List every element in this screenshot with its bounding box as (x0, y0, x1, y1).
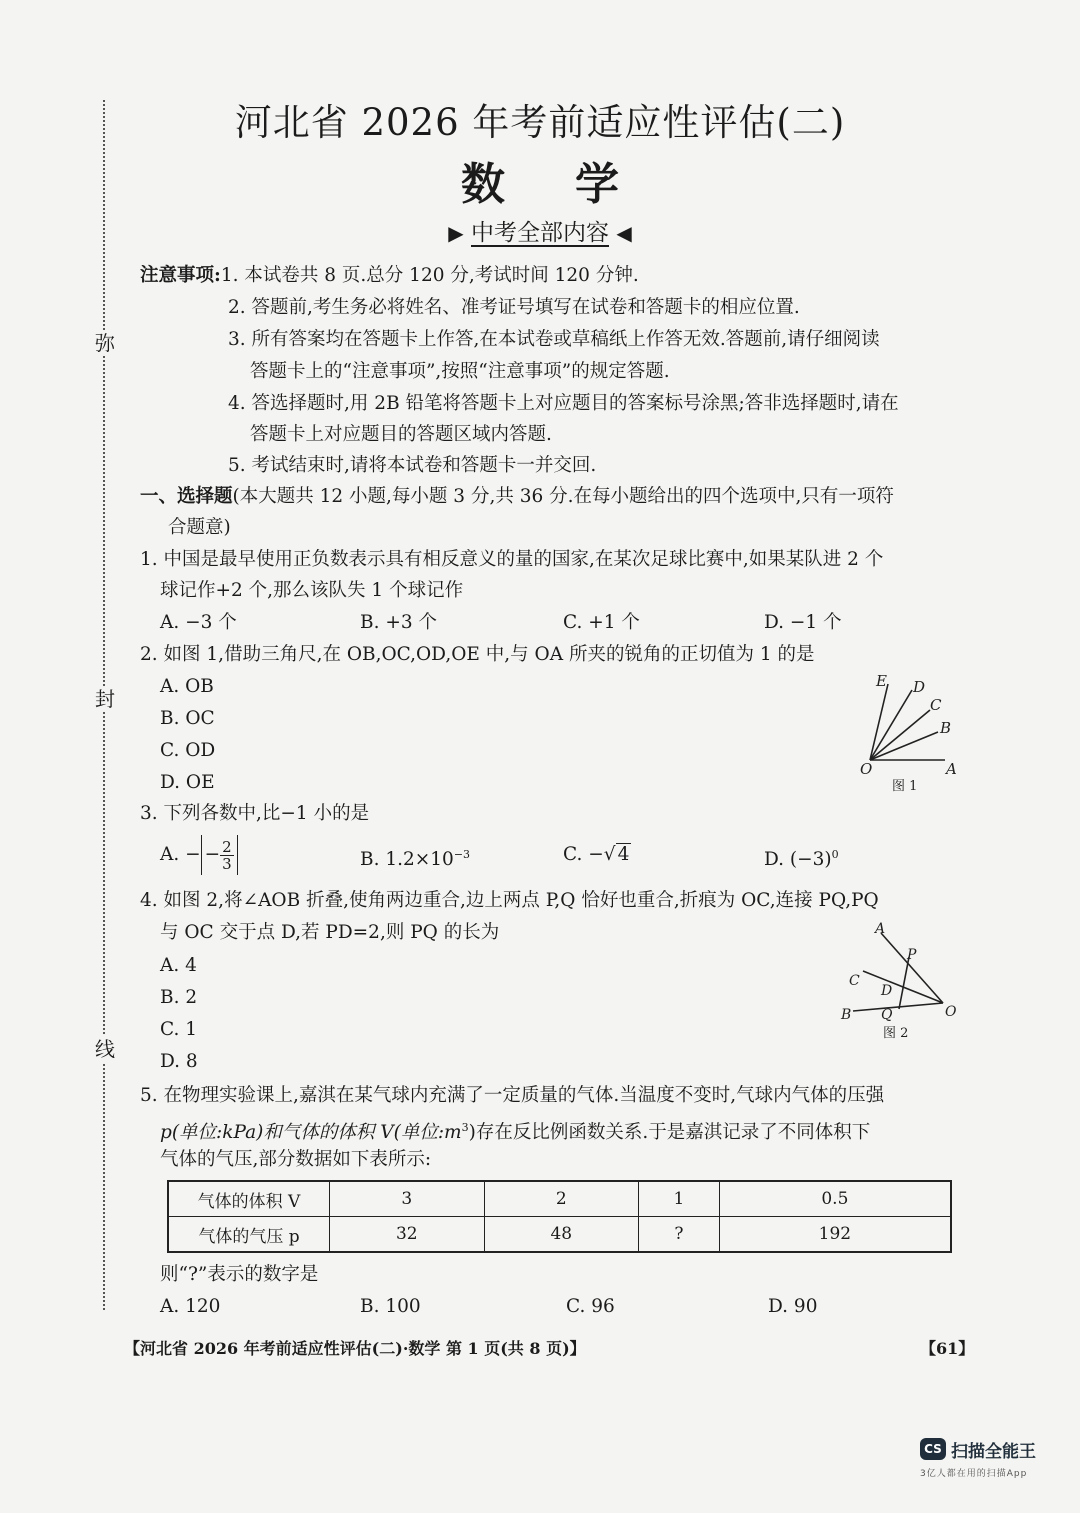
fig2-label-o: O (945, 1004, 957, 1020)
q1-stem: 1. 中国是最早使用正负数表示具有相反意义的量的国家,在某次足球比赛中,如果某队进 2 个 (140, 549, 884, 570)
q3-d-text: D. (−3) (764, 849, 832, 871)
table-cell: 48 (484, 1217, 639, 1253)
table-cell: 气体的气压 p (168, 1217, 330, 1253)
q5-stem-cont-2: 气体的气压,部分数据如下表所示: (160, 1149, 432, 1170)
section1-heading (140, 485, 894, 509)
exam-scope (0, 214, 1080, 247)
q5-line2-a: p(单位:kPa)和气体的体积 V(单位:m (160, 1122, 462, 1144)
q5-stem: 5. 在物理实验课上,嘉淇在某气球内充满了一定质量的气体.当温度不变时,气球内气体的压强 (140, 1085, 885, 1106)
margin-char-feng: 封 (92, 686, 118, 712)
notes-item-4-cont: 答题卡上对应题目的答题区域内答题. (250, 424, 552, 445)
absolute-value-bars (201, 835, 238, 875)
q4-option-a: A. 4 (160, 955, 197, 976)
watermark-name: 扫描全能王 (951, 1442, 1036, 1462)
q2-option-d: D. OE (160, 772, 215, 793)
watermark-sub: 3亿人都在用的扫描App (920, 1469, 1028, 1479)
notes-label: 注意事项: (140, 265, 221, 286)
fig2-label-p: P (907, 947, 917, 963)
segment-pq (899, 957, 909, 1009)
table-cell: 192 (719, 1217, 951, 1253)
q5-option-a: A. 120 (160, 1296, 221, 1317)
section1-desc-cont: 合题意) (168, 517, 231, 538)
q1-stem-cont: 球记作+2 个,那么该队失 1 个球记作 (160, 580, 464, 601)
triangle-left-icon: ◀ (616, 221, 632, 245)
q3-c-radicand: 4 (617, 844, 630, 865)
margin-char-xian: 线 (92, 1036, 118, 1062)
q2-option-b: B. OC (160, 708, 215, 729)
q5-question: 则“?”表示的数字是 (160, 1264, 319, 1285)
q1-option-d: D. −1 个 (764, 612, 842, 633)
section1-desc: (本大题共 12 小题,每小题 3 分,共 36 分.在每小题给出的四个选项中,只有一项符 (232, 486, 894, 507)
ray-od (870, 690, 912, 760)
q3-stem: 3. 下列各数中,比−1 小的是 (140, 803, 370, 824)
q5-option-b: B. 100 (360, 1296, 421, 1317)
fig1-label-d: D (913, 678, 926, 696)
q4-option-b: B. 2 (160, 987, 198, 1008)
fraction (220, 839, 234, 872)
fig2-label-b: B (841, 1007, 852, 1023)
q5-option-c: C. 96 (566, 1296, 615, 1317)
figure-2 (835, 915, 965, 1045)
q3-b-text: B. 1.2×10 (360, 849, 454, 871)
ray-oe (870, 684, 888, 760)
ray-oc (870, 710, 930, 760)
table-cell: 3 (330, 1181, 485, 1217)
q2-option-a: A. OB (160, 676, 214, 697)
fig2-label-c: C (849, 973, 860, 989)
notes-first-line (140, 264, 639, 288)
page-footer: 【河北省 2026 年考前适应性评估(二)·数学 第 1 页(共 8 页)】 (124, 1339, 586, 1358)
table-cell: 气体的体积 V (168, 1181, 330, 1217)
triangle-right-icon: ▶ (448, 221, 464, 245)
q3-option-b (360, 843, 470, 872)
q1-option-b: B. +3 个 (360, 612, 438, 633)
fraction-denominator: 3 (222, 854, 232, 873)
fig2-label-d: D (881, 983, 893, 999)
fig1-label-c: C (930, 696, 942, 714)
margin-char-mi: 弥 (92, 330, 118, 356)
fig2-caption: 图 2 (883, 1026, 909, 1041)
ray-ob (870, 732, 938, 760)
section1-label: 一、选择题 (140, 486, 233, 507)
q5-stem-cont (160, 1116, 870, 1145)
q4-option-c: C. 1 (160, 1019, 198, 1040)
q2-option-c: C. OD (160, 740, 216, 761)
table-cell: 32 (330, 1217, 485, 1253)
q3-b-exponent: −3 (453, 848, 471, 861)
table-cell: 1 (639, 1181, 720, 1217)
fig1-label-e: E (876, 672, 887, 690)
notes-item-4: 4. 答选择题时,用 2B 铅笔将答题卡上对应题目的答案标号涂黑;答非选择题时,请在 (228, 393, 899, 414)
camscanner-logo-icon: CS (920, 1438, 946, 1460)
fig2-label-a: A (875, 921, 886, 937)
fraction-numerator: 2 (222, 837, 232, 856)
notes-item-3: 3. 所有答案均在答题卡上作答,在本试卷或草稿纸上作答无效.答题前,请仔细阅读 (228, 329, 880, 350)
table-cell: 2 (484, 1181, 639, 1217)
fig1-label-a: A (946, 760, 957, 778)
q3-c-prefix: C. − (563, 844, 604, 865)
fig2-label-q: Q (881, 1007, 893, 1023)
notes-item-2: 2. 答题前,考生务必将姓名、准考证号填写在试卷和答题卡的相应位置. (228, 297, 800, 318)
notes-item-1: 1. 本试卷共 8 页.总分 120 分,考试时间 120 分钟. (220, 265, 639, 286)
q3-option-c (563, 843, 631, 867)
q4-option-d: D. 8 (160, 1051, 198, 1072)
notes-item-3-cont: 答题卡上的“注意事项”,按照“注意事项”的规定答题. (250, 361, 670, 382)
notes-item-5: 5. 考试结束时,请将本试卷和答题卡一并交回. (228, 455, 597, 476)
fig1-caption: 图 1 (892, 779, 918, 794)
q5-unit-exponent: 3 (461, 1121, 469, 1134)
fig1-label-o: O (860, 760, 873, 778)
q1-option-a: A. −3 个 (160, 612, 237, 633)
page-code: 【61】 (920, 1339, 975, 1358)
q3-a-prefix: A. − (160, 844, 201, 865)
q3-d-exponent: 0 (831, 848, 839, 861)
scope-text: 中考全部内容 (471, 220, 609, 246)
q2-stem: 2. 如图 1,借助三角尺,在 OB,OC,OD,OE 中,与 OA 所夹的锐角的正切值为 1 的是 (140, 644, 815, 665)
exam-subject: 数学 (461, 159, 689, 210)
q3-option-a (160, 834, 238, 876)
q1-option-c: C. +1 个 (563, 612, 640, 633)
fig1-label-b: B (940, 719, 952, 737)
ray-ob (853, 1003, 943, 1011)
q3-a-inner-sign: − (204, 844, 221, 865)
q4-stem: 4. 如图 2,将∠AOB 折叠,使角两边重合,边上两点 P,Q 恰好也重合,折痕为 OC,连接 PQ,PQ (140, 890, 879, 911)
table-row (168, 1181, 951, 1217)
q5-data-table (167, 1180, 952, 1253)
q5-line2-b: )存在反比例函数关系.于是嘉淇记录了不同体积下 (468, 1122, 871, 1144)
figure-1 (850, 668, 970, 798)
exam-title: 河北省 2026 年考前适应性评估(二) (234, 101, 846, 144)
q5-option-d: D. 90 (768, 1296, 818, 1317)
q3-option-d (764, 843, 839, 872)
table-cell: ? (639, 1217, 720, 1253)
sqrt-icon: √ (603, 844, 616, 865)
q4-stem-cont: 与 OC 交于点 D,若 PD=2,则 PQ 的长为 (160, 922, 500, 943)
table-cell: 0.5 (719, 1181, 951, 1217)
table-row (168, 1217, 951, 1253)
